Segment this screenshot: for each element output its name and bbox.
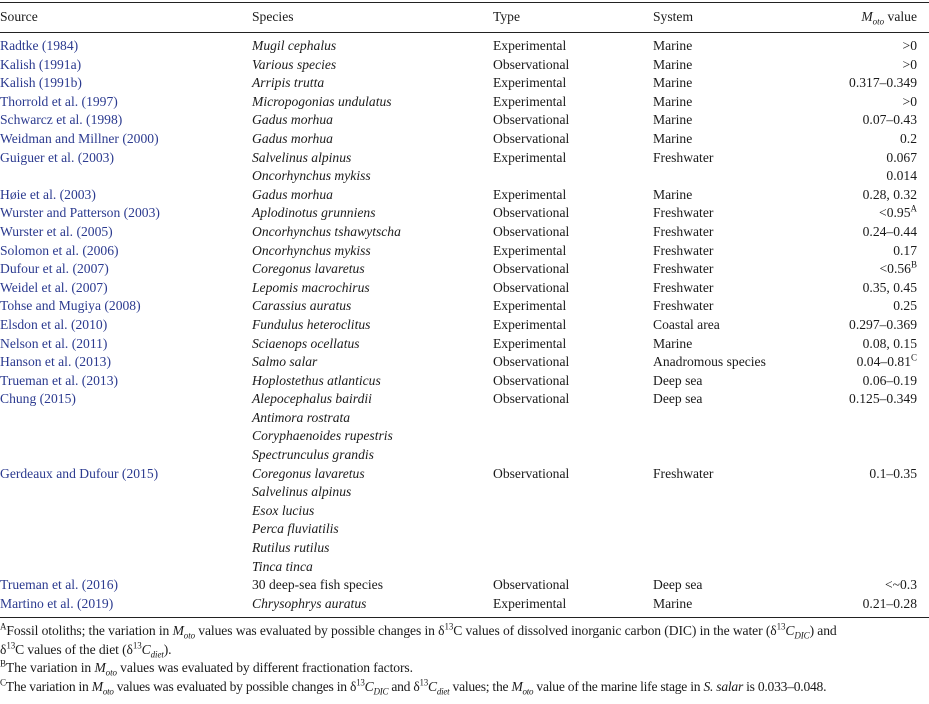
- species-cell: Oncorhynchus mykiss: [252, 168, 371, 184]
- header-source: Source: [0, 9, 38, 24]
- species-cell: Sciaenops ocellatus: [252, 335, 360, 351]
- header-system: System: [653, 9, 694, 24]
- species-cell: Fundulus heteroclitus: [252, 316, 371, 332]
- study-type-cell: Observational: [493, 130, 570, 146]
- header-moto-value: $M_{oto}$ value: [861, 9, 917, 27]
- table-bottom-rule: [0, 617, 929, 618]
- moto-value-text: <~0.3: [884, 577, 917, 593]
- study-type-cell: Experimental: [493, 75, 567, 91]
- table-body: [0, 37, 929, 613]
- moto-value-cell: [849, 316, 917, 335]
- footnote-marker: C: [910, 352, 917, 363]
- footnote-a-continued: $\delta^{13}C$ values of the diet $(\delta^{13}C_{diet})$.: [0, 640, 172, 660]
- table-row: [0, 353, 929, 372]
- species-cell: Micropogonias undulatus: [252, 93, 392, 109]
- moto-value-text: >0: [902, 93, 917, 109]
- moto-value-cell: [863, 223, 917, 242]
- species-cell: Coregonus lavaretus: [252, 261, 365, 277]
- moto-value-cell: [849, 390, 917, 409]
- source-citation-link[interactable]: Wurster and Patterson (2003): [0, 205, 160, 221]
- moto-value-text: 0.35, 0.45: [862, 279, 917, 295]
- species-cell: Gadus morhua: [252, 186, 333, 202]
- footnote-marker: B: [910, 259, 917, 270]
- footnote-c: $^C$The variation in $M_{oto}$ values was evaluated by possible changes in $\delta^{13}C_{DIC}$ and $\delta^{13}C_{diet}$ values; the $M_{oto}$ value of the marine life stage in S. salar is 0.033–0.048.: [0, 677, 827, 697]
- system-cell: Deep sea: [653, 372, 703, 388]
- species-cell: Alepocephalus bairdii: [252, 391, 372, 407]
- source-citation-link[interactable]: Elsdon et al. (2010): [0, 316, 108, 332]
- moto-value-text: 0.25: [893, 298, 917, 314]
- system-cell: Marine: [653, 112, 693, 128]
- study-type-cell: Experimental: [493, 335, 567, 351]
- table-row: [0, 56, 929, 75]
- moto-value-text: 0.04–0.81: [856, 354, 911, 370]
- table-row: [0, 297, 929, 316]
- table-row: [0, 111, 929, 130]
- table-row: [0, 316, 929, 335]
- system-cell: Freshwater: [653, 242, 714, 258]
- system-cell: Marine: [653, 130, 693, 146]
- study-type-cell: Observational: [493, 577, 570, 593]
- moto-value-cell: [880, 260, 917, 279]
- species-cell: Coryphaenoides rupestris: [252, 428, 393, 444]
- system-cell: Freshwater: [653, 465, 714, 481]
- moto-value-cell: [885, 576, 917, 595]
- study-type-cell: Experimental: [493, 316, 567, 332]
- moto-value-text: 0.08, 0.15: [862, 335, 917, 351]
- header-type: Type: [493, 9, 520, 24]
- table-header-rule: [0, 32, 929, 33]
- study-type-cell: Observational: [493, 391, 570, 407]
- source-citation-link[interactable]: Høie et al. (2003): [0, 186, 96, 202]
- system-cell: Marine: [653, 93, 693, 109]
- source-citation-link[interactable]: Hanson et al. (2013): [0, 354, 111, 370]
- study-type-cell: Observational: [493, 205, 570, 221]
- species-cell: Antimora rostrata: [252, 409, 351, 425]
- moto-value-text: 0.125–0.349: [849, 391, 917, 407]
- species-cell: Hoplostethus atlanticus: [252, 372, 381, 388]
- moto-value-text: 0.1–0.35: [869, 465, 917, 481]
- study-type-cell: Observational: [493, 223, 570, 239]
- source-citation-link[interactable]: Thorrold et al. (1997): [0, 93, 118, 109]
- moto-value-text: 0.297–0.369: [849, 316, 917, 332]
- source-citation-link[interactable]: Wurster et al. (2005): [0, 223, 113, 239]
- system-cell: Freshwater: [653, 223, 714, 239]
- source-citation-link[interactable]: Martino et al. (2019): [0, 595, 114, 611]
- species-cell: 30 deep-sea fish species: [252, 577, 383, 593]
- moto-value-cell: [849, 74, 917, 93]
- species-cell: Salvelinus alpinus: [252, 484, 352, 500]
- source-citation-link[interactable]: Gerdeaux and Dufour (2015): [0, 465, 159, 481]
- system-cell: Deep sea: [653, 391, 703, 407]
- species-cell: Tinca tinca: [252, 558, 313, 574]
- table-row: [0, 223, 929, 242]
- table-row: [0, 409, 929, 428]
- table-footnotes: [0, 622, 929, 696]
- moto-value-text: 0.014: [886, 168, 917, 184]
- species-cell: Salvelinus alpinus: [252, 149, 352, 165]
- species-cell: Aplodinotus grunniens: [252, 205, 376, 221]
- system-cell: Marine: [653, 595, 693, 611]
- table-row: [0, 446, 929, 465]
- table-row: [0, 204, 929, 223]
- system-cell: Coastal area: [653, 316, 720, 332]
- moto-value-text: <0.95: [879, 205, 911, 221]
- moto-value-text: 0.17: [893, 242, 917, 258]
- source-citation-link[interactable]: Nelson et al. (2011): [0, 335, 108, 351]
- moto-value-cell: [863, 372, 917, 391]
- moto-value-text: 0.21–0.28: [862, 595, 917, 611]
- study-type-cell: Observational: [493, 112, 570, 128]
- table-row: [0, 335, 929, 354]
- species-cell: Rutilus rutilus: [252, 540, 330, 556]
- study-type-cell: Experimental: [493, 298, 567, 314]
- study-type-cell: Observational: [493, 372, 570, 388]
- study-type-cell: Observational: [493, 56, 570, 72]
- table-row: [0, 483, 929, 502]
- moto-value-cell: [879, 204, 917, 223]
- moto-value-cell: [863, 111, 917, 130]
- species-cell: Gadus morhua: [252, 130, 333, 146]
- moto-value-text: 0.2: [900, 130, 917, 146]
- table-row: [0, 595, 929, 614]
- study-type-cell: Experimental: [493, 595, 567, 611]
- system-cell: Marine: [653, 335, 693, 351]
- source-citation-link[interactable]: Kalish (1991b): [0, 75, 82, 91]
- table-row: [0, 279, 929, 298]
- moto-value-text: 0.06–0.19: [862, 372, 917, 388]
- study-type-cell: Experimental: [493, 186, 567, 202]
- moto-value-cell: [903, 93, 917, 112]
- source-citation-link[interactable]: Solomon et al. (2006): [0, 242, 119, 258]
- source-citation-link[interactable]: Tohse and Mugiya (2008): [0, 298, 141, 314]
- table-row: [0, 260, 929, 279]
- source-citation-link[interactable]: Radtke (1984): [0, 38, 79, 53]
- species-cell: Oncorhynchus mykiss: [252, 242, 371, 258]
- species-cell: Carassius auratus: [252, 298, 352, 314]
- system-cell: Freshwater: [653, 261, 714, 277]
- study-type-cell: Observational: [493, 261, 570, 277]
- table-row: [0, 520, 929, 539]
- species-cell: Mugil cephalus: [252, 38, 337, 53]
- table-top-rule: [0, 2, 929, 3]
- moto-value-text: <0.56: [879, 261, 911, 277]
- study-type-cell: Experimental: [493, 149, 567, 165]
- study-type-cell: Experimental: [493, 93, 567, 109]
- moto-value-cell: [869, 465, 917, 484]
- table-row: [0, 427, 929, 446]
- table-row: [0, 539, 929, 558]
- footnote-a: $^A$Fossil otoliths; the variation in $M_{oto}$ values was evaluated by possible changes in $\delta^{13}C$ values of dissolved inorganic carbon (DIC) in the water $(\delta^{13}C_{DIC})$ and: [0, 621, 837, 641]
- species-cell: Gadus morhua: [252, 112, 333, 128]
- moto-value-text: 0.24–0.44: [862, 223, 917, 239]
- species-cell: Perca fluviatilis: [252, 521, 339, 537]
- species-cell: Lepomis macrochirus: [252, 279, 370, 295]
- source-citation-link[interactable]: Guiguer et al. (2003): [0, 149, 115, 165]
- table-row: [0, 130, 929, 149]
- moto-value-cell: [863, 279, 917, 298]
- species-cell: Esox lucius: [252, 502, 315, 518]
- moto-value-text: 0.07–0.43: [862, 112, 917, 128]
- footnote-marker: A: [910, 203, 917, 214]
- species-cell: Arripis trutta: [252, 75, 325, 91]
- footnote-b: $^B$The variation in $M_{oto}$ values was evaluated by different fractionation factors.: [0, 658, 413, 678]
- study-type-cell: Observational: [493, 279, 570, 295]
- source-citation-link[interactable]: Chung (2015): [0, 391, 76, 407]
- system-cell: Freshwater: [653, 149, 714, 165]
- source-citation-link[interactable]: Weidel et al. (2007): [0, 279, 108, 295]
- table-row: [0, 37, 929, 56]
- moto-value-text: 0.067: [886, 149, 917, 165]
- table-row: [0, 93, 929, 112]
- header-species: Species: [252, 9, 294, 24]
- species-cell: Various species: [252, 56, 337, 72]
- moto-value-text: >0: [902, 56, 917, 72]
- system-cell: Marine: [653, 186, 693, 202]
- table-row: [0, 372, 929, 391]
- moto-value-cell: [900, 130, 917, 149]
- system-cell: Freshwater: [653, 205, 714, 221]
- moto-value-cell: [863, 595, 917, 614]
- species-cell: Chrysophrys auratus: [252, 595, 367, 611]
- species-cell: Salmo salar: [252, 354, 318, 370]
- table-row: [0, 465, 929, 484]
- system-cell: Marine: [653, 56, 693, 72]
- system-cell: Freshwater: [653, 298, 714, 314]
- species-cell: Oncorhynchus tshawytscha: [252, 223, 401, 239]
- species-cell: Coregonus lavaretus: [252, 465, 365, 481]
- moto-value-cell: [863, 186, 917, 205]
- system-cell: Marine: [653, 38, 693, 53]
- moto-value-text: 0.28, 0.32: [862, 186, 917, 202]
- source-citation-link[interactable]: Schwarcz et al. (1998): [0, 112, 123, 128]
- moto-value-text: 0.317–0.349: [849, 75, 917, 91]
- study-type-cell: Experimental: [493, 242, 567, 258]
- source-citation-link[interactable]: Trueman et al. (2013): [0, 372, 119, 388]
- table-row: [0, 149, 929, 168]
- table-row: [0, 74, 929, 93]
- system-cell: Anadromous species: [653, 354, 766, 370]
- source-citation-link[interactable]: Trueman et al. (2016): [0, 577, 119, 593]
- study-type-cell: Observational: [493, 354, 570, 370]
- moto-value-cell: [903, 56, 917, 75]
- moto-value-cell: [863, 335, 917, 354]
- moto-value-cell: [903, 37, 917, 56]
- system-cell: Deep sea: [653, 577, 703, 593]
- moto-value-cell: [893, 242, 917, 261]
- table-row: [0, 558, 929, 577]
- table-row: [0, 576, 929, 595]
- moto-value-cell: [886, 167, 917, 186]
- moto-value-cell: [857, 353, 917, 372]
- moto-value-cell: [893, 297, 917, 316]
- system-cell: Marine: [653, 75, 693, 91]
- table-row: [0, 390, 929, 409]
- study-type-cell: Observational: [493, 465, 570, 481]
- source-citation-link[interactable]: Kalish (1991a): [0, 56, 82, 72]
- table-row: [0, 186, 929, 205]
- moto-value-text: >0: [902, 38, 917, 53]
- study-type-cell: Experimental: [493, 38, 567, 53]
- source-citation-link[interactable]: Weidman and Millner (2000): [0, 130, 159, 146]
- source-citation-link[interactable]: Dufour et al. (2007): [0, 261, 109, 277]
- table-row: [0, 242, 929, 261]
- species-cell: Spectrunculus grandis: [252, 447, 374, 463]
- table-row: [0, 167, 929, 186]
- system-cell: Freshwater: [653, 279, 714, 295]
- table-row: [0, 502, 929, 521]
- moto-value-cell: [886, 149, 917, 168]
